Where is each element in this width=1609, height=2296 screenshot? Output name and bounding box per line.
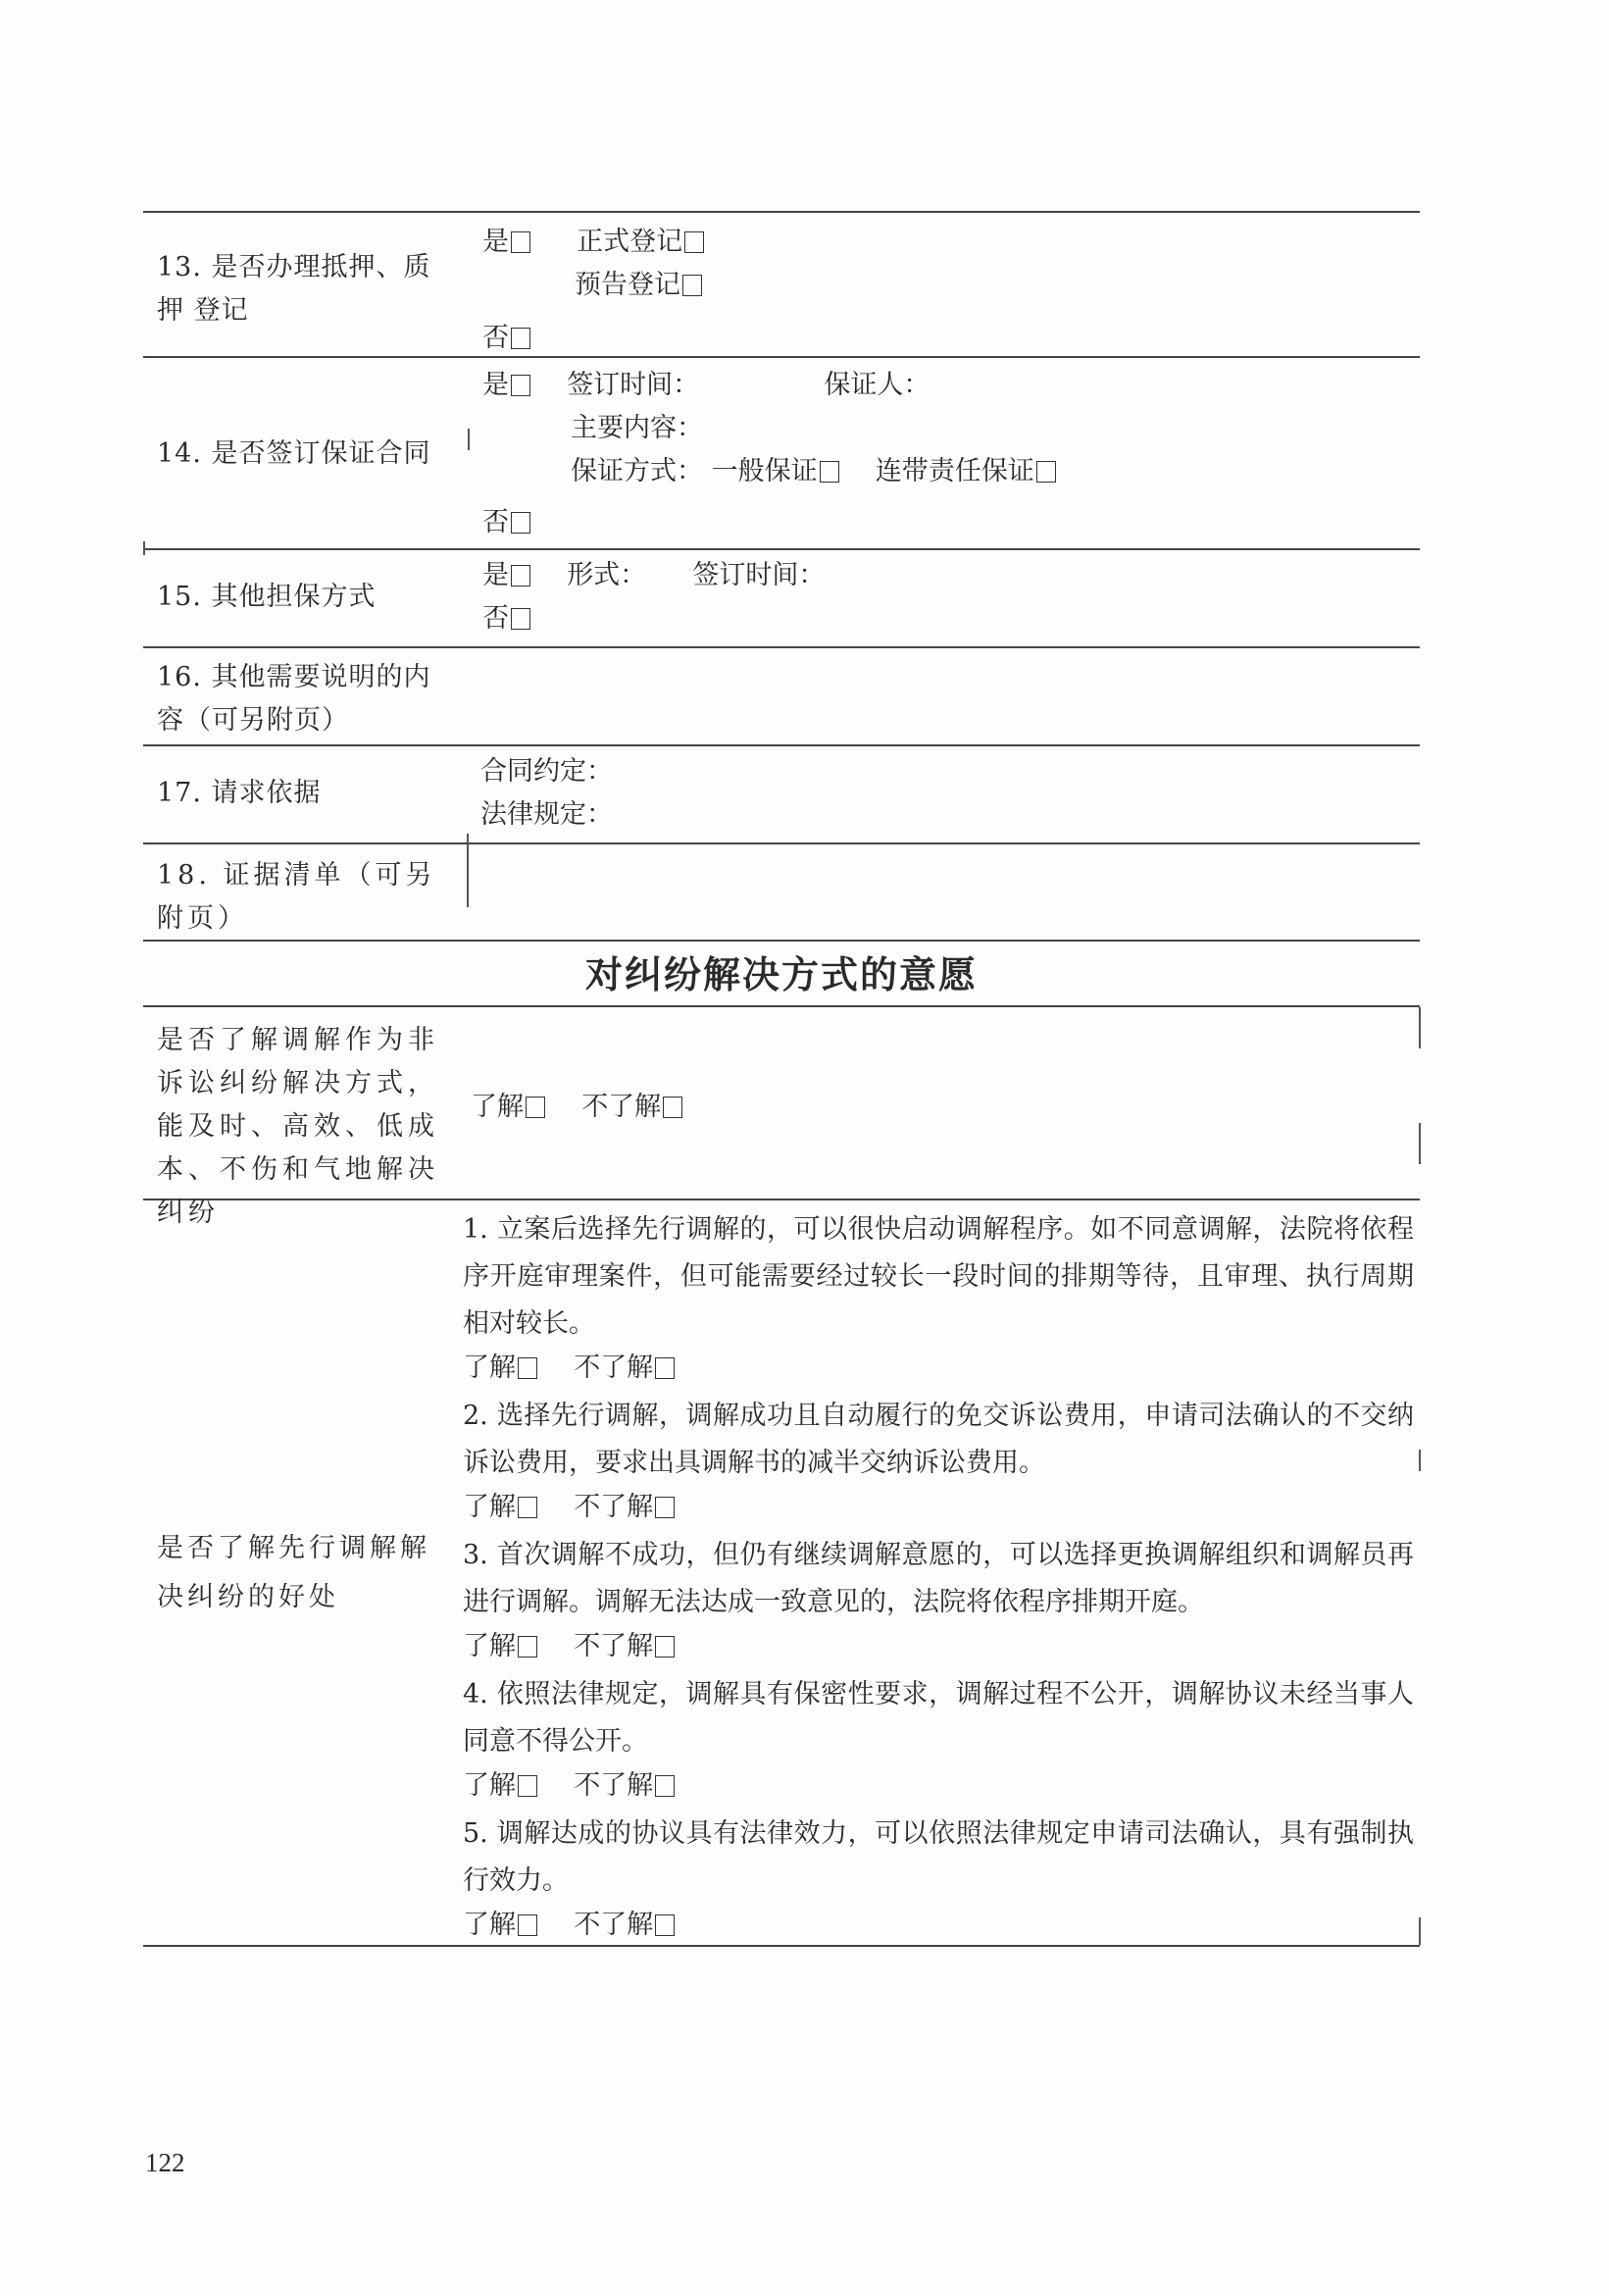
yes-checkbox[interactable]	[482, 364, 536, 407]
main-content-label: 主要内容：	[571, 413, 703, 443]
checkbox-icon	[684, 231, 704, 253]
benefit-item-2	[463, 1393, 1414, 1528]
row-13-label: 13. 是否办理抵押、质押 登记	[157, 252, 431, 326]
sign-time-field[interactable]: 签订时间：	[692, 560, 826, 590]
row-16	[143, 648, 1420, 744]
no-label: 否	[482, 323, 509, 353]
yes-label: 是	[482, 560, 509, 590]
not-understand-checkbox[interactable]	[574, 1905, 680, 1946]
mediation-question-2	[143, 1200, 1420, 1945]
benefit-text: 5. 调解达成的协议具有法律效力，可以依照法律规定申请司法确认，具有强制执行效力。	[463, 1818, 1414, 1896]
understand-label: 了解	[463, 1631, 516, 1661]
row-17-label: 17. 请求依据	[157, 778, 322, 808]
contract-basis-field[interactable]: 合同约定：	[480, 756, 613, 787]
checkbox-icon	[511, 512, 530, 534]
row-14-options	[482, 364, 1062, 544]
yes-label: 是	[482, 370, 509, 400]
checkbox-icon	[526, 1097, 545, 1118]
checkbox-icon	[518, 1357, 537, 1379]
not-understand-checkbox[interactable]	[574, 1487, 680, 1528]
understand-checkbox[interactable]	[463, 1905, 543, 1946]
checkbox-icon	[518, 1914, 537, 1936]
checkbox-icon	[655, 1636, 675, 1658]
understand-checkbox[interactable]	[463, 1765, 543, 1807]
checkbox-icon	[655, 1357, 675, 1379]
not-understand-label: 不了解	[574, 1352, 654, 1383]
understand-label: 了解	[471, 1092, 524, 1122]
not-understand-checkbox[interactable]	[574, 1765, 680, 1807]
understand-label: 了解	[463, 1910, 516, 1940]
mediation-question-2-label: 是否了解先行调解解决纠纷的好处	[157, 1533, 430, 1612]
checkbox-icon	[1036, 461, 1056, 483]
row-13-options	[482, 221, 710, 360]
understand-checkbox[interactable]	[471, 1086, 551, 1129]
row-15-label: 15. 其他担保方式	[157, 582, 377, 612]
mediation-question-1-options	[471, 1086, 688, 1129]
benefit-item-5	[463, 1811, 1414, 1946]
mediation-question-1-label: 是否了解调解作为非诉讼纠纷解决方式，能及时、高效、低成本、不伤和气地解决纠纷	[157, 1025, 439, 1228]
benefit-text: 3. 首次调解不成功，但仍有继续调解意愿的，可以选择更换调解组织和调解员再进行调解。调解无法达成一致意见的，法院将依程序排期开庭。	[463, 1540, 1414, 1617]
checkbox-icon	[820, 461, 839, 483]
not-understand-label: 不了解	[574, 1770, 654, 1801]
not-understand-checkbox[interactable]	[574, 1348, 680, 1389]
row-15-options	[482, 554, 825, 640]
yes-label: 是	[482, 227, 509, 257]
benefit-item-3	[463, 1532, 1414, 1667]
benefit-item-4	[463, 1671, 1414, 1807]
understand-checkbox[interactable]	[463, 1348, 543, 1389]
checkbox-icon	[655, 1497, 675, 1518]
guarantee-method-label: 保证方式：	[571, 456, 703, 486]
checkbox-icon	[511, 565, 530, 587]
benefit-text: 2. 选择先行调解，调解成功且自动履行的免交诉讼费用，申请司法确认的不交纳诉讼费用，要求出具调解书的减半交纳诉讼费用。	[463, 1401, 1414, 1478]
checkbox-icon	[655, 1775, 675, 1797]
mediation-question-1	[143, 1007, 1420, 1228]
no-label: 否	[482, 603, 509, 634]
joint-guarantee-label: 连带责任保证	[875, 456, 1034, 486]
checkbox-icon	[518, 1636, 537, 1658]
not-understand-checkbox[interactable]	[574, 1626, 680, 1667]
formal-registration-checkbox[interactable]	[577, 221, 710, 264]
row-17	[143, 746, 1420, 842]
checkbox-icon	[682, 275, 702, 296]
row-16-label: 16. 其他需要说明的内容（可另附页）	[157, 662, 431, 736]
no-checkbox[interactable]	[482, 597, 536, 640]
understand-label: 了解	[463, 1492, 516, 1522]
not-understand-label: 不了解	[574, 1492, 654, 1522]
row-16-input-area[interactable]	[482, 656, 1404, 735]
benefit-text: 4. 依照法律规定，调解具有保密性要求，调解过程不公开，调解协议未经当事人同意不得公开。	[463, 1679, 1414, 1757]
mediation-benefits-list	[463, 1206, 1414, 1946]
understand-label: 了解	[463, 1770, 516, 1801]
sign-time-field[interactable]: 签订时间：	[567, 370, 700, 400]
checkbox-icon	[511, 608, 530, 630]
benefit-item-1	[463, 1206, 1414, 1389]
guarantor-field[interactable]: 保证人：	[824, 370, 930, 400]
page-number: 122	[145, 2148, 185, 2177]
advance-registration-label: 预告登记	[575, 270, 680, 300]
section-title: 对纠纷解决方式的意愿	[584, 953, 978, 996]
checkbox-icon	[663, 1097, 682, 1118]
no-label: 否	[482, 507, 509, 537]
formal-registration-label: 正式登记	[577, 227, 683, 257]
row-14-label: 14. 是否签订保证合同	[157, 438, 431, 469]
form-field[interactable]: 形式：	[567, 560, 647, 590]
not-understand-label: 不了解	[574, 1910, 654, 1940]
row-13	[143, 213, 1420, 356]
general-guarantee-checkbox[interactable]	[712, 450, 845, 493]
yes-checkbox[interactable]	[482, 554, 536, 597]
checkbox-icon	[511, 231, 530, 253]
joint-guarantee-checkbox[interactable]	[876, 450, 1062, 493]
understand-label: 了解	[463, 1352, 516, 1383]
row-18-input-area[interactable]	[482, 852, 1404, 931]
general-guarantee-label: 一般保证	[711, 456, 818, 486]
row-14	[143, 358, 1420, 548]
yes-checkbox[interactable]	[482, 221, 536, 264]
row-18-label: 18. 证据清单（可另附页）	[157, 860, 436, 934]
row-17-options	[480, 750, 613, 837]
checkbox-icon	[518, 1497, 537, 1518]
no-checkbox[interactable]	[482, 317, 536, 360]
main-content-field[interactable]	[482, 407, 1062, 450]
advance-registration-checkbox[interactable]	[575, 264, 708, 307]
no-checkbox[interactable]	[482, 501, 536, 544]
benefit-text: 1. 立案后选择先行调解的，可以很快启动调解程序。如不同意调解，法院将依程序开庭审理案件，但可能需要经过较长一段时间的排期等待，且审理、执行周期相对较长。	[463, 1214, 1414, 1339]
checkbox-icon	[511, 328, 530, 349]
understand-checkbox[interactable]	[463, 1487, 543, 1528]
checkbox-icon	[655, 1914, 675, 1936]
law-basis-field[interactable]: 法律规定：	[480, 799, 613, 830]
row-18	[143, 844, 1420, 940]
not-understand-label: 不了解	[581, 1092, 662, 1122]
checkbox-icon	[518, 1775, 537, 1797]
checkbox-icon	[511, 375, 530, 396]
row-15	[143, 550, 1420, 646]
not-understand-label: 不了解	[574, 1631, 654, 1661]
understand-checkbox[interactable]	[463, 1626, 543, 1667]
not-understand-checkbox[interactable]	[581, 1086, 688, 1129]
